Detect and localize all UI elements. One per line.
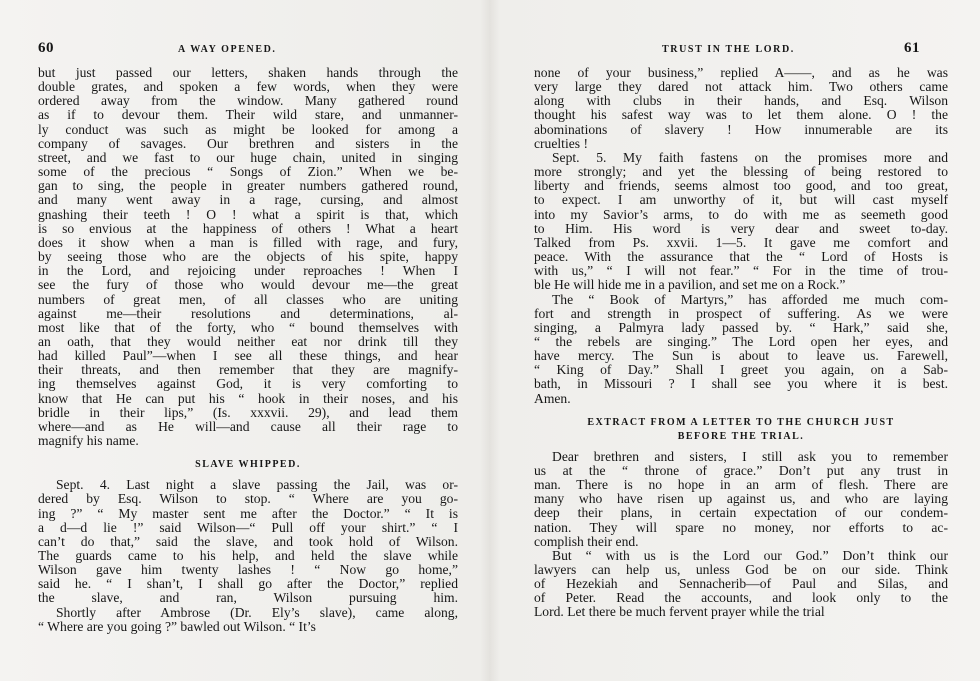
text-line: most like that of the forty, who “ bound themselves with: [38, 319, 458, 335]
section-heading: BEFORE THE TRIAL.: [677, 430, 805, 442]
text-line: an oath, that they would neither eat nor drink till they: [38, 333, 458, 349]
section-heading: SLAVE WHIPPED.: [195, 459, 301, 471]
text-line: dered by Esq. Wilson to stop. “ Where are you go-: [38, 491, 458, 507]
text-line: more strongly; and yet the blessing of being restored to: [534, 164, 948, 180]
text-line: liberty and friends, seems almost too good, and too great,: [534, 178, 948, 194]
text-line: “ the rebels are singing.” The Lord open her eyes, and: [534, 333, 948, 349]
text-line: does it show when a man is filled with rage, and fury,: [38, 234, 458, 250]
text-line: against me—their resolutions and determinations, al-: [38, 305, 458, 321]
text-line: and many went away in a rage, cursing, and almost: [38, 192, 458, 208]
text-line: to expect. I am unworthy of it, but will cast myself: [534, 192, 948, 208]
running-head: TRUST IN THE LORD.: [662, 44, 795, 55]
text-line: The guards came to his help, and held the slave while: [38, 548, 458, 563]
text-line: of Hezekiah and Sennacherib—of Paul and Silas, and: [534, 576, 948, 592]
text-line: singing, a Palmyra lady passed by. “ Hark,” said she,: [534, 319, 948, 335]
text-line: Talked from Ps. xxvii. 1—5. It gave me comfort and: [534, 234, 948, 250]
text-line: Dear brethren and sisters, I still ask you to remember: [552, 448, 948, 464]
text-line: very large they dared not attack him. Two others came: [534, 79, 948, 95]
paragraph: [38, 478, 458, 634]
text-line: cruelties !: [534, 135, 588, 151]
paragraph: [534, 66, 948, 151]
left-column: [38, 66, 458, 634]
paragraph: [534, 151, 948, 293]
text-line: “ Where are you going ?” bawled out Wilson. “ It’s: [38, 618, 316, 634]
text-line: ordered away from the window. Many gathered round: [38, 93, 458, 109]
text-line: abominations of slavery ! How innumerable are its: [534, 121, 948, 137]
text-line: can’t do that,” said the slave, and took hold of Wilson.: [38, 533, 458, 549]
text-line: had killed Paul”—when I see all these things, and hear: [38, 348, 458, 364]
paragraph: [534, 293, 948, 406]
text-line: “ King of Day.” Shall I greet you again, on a Sab-: [534, 362, 948, 378]
text-line: none of your business,” replied A——, and as he was: [534, 65, 948, 80]
text-line: Sept. 4. Last night a slave passing the Jail, was or-: [56, 477, 458, 493]
text-line: gnashing their teeth ! O ! what a spirit is that, which: [38, 206, 458, 222]
text-line: their threats, and then remember that they are magnify-: [38, 362, 458, 378]
paragraph: [534, 450, 948, 549]
text-line: thought his safest way was to let them alone. O ! the: [534, 107, 948, 123]
text-line: fort and strength in prospect of suffering. As we were: [534, 305, 948, 321]
text-line: is so envious at the happiness of others ! What a heart: [38, 220, 458, 236]
text-line: ing ?” “ My master sent me after the Doctor.” “ It is: [38, 505, 458, 521]
right-page: [490, 0, 980, 681]
text-line: deep their plans, in certain expectation of our condem-: [534, 505, 948, 521]
text-line: company of savages. Our brethren and sisters in the: [38, 135, 458, 151]
text-line: Wilson gave him twenty lashes ! “ Now go home,”: [38, 562, 458, 578]
text-line: ly conduct was such as might be looked for among a: [38, 121, 458, 137]
text-line: complish their end.: [534, 533, 639, 549]
text-line: Sept. 5. My faith fastens on the promises more and: [552, 149, 948, 165]
text-line: numbers of great men, of all classes who are uniting: [38, 291, 458, 307]
text-line: have mercy. The Sun is about to leave us. Farewell,: [534, 348, 948, 364]
text-line: But “ with us is the Lord our God.” Don’t think our: [552, 547, 948, 563]
text-line: lawyers can help us, unless God be on our side. Think: [534, 562, 948, 577]
text-line: peace. With the assurance that the “ Lord of Hosts is: [534, 249, 948, 265]
text-line: ing themselves against God, it is very comforting to: [38, 376, 458, 392]
text-line: to Him. His word is very dear and sweet to-day.: [534, 220, 948, 236]
text-line: see the fury of those who would devour me—the great: [38, 277, 458, 293]
text-line: street, and we fast to our huge chain, united in singing: [38, 149, 458, 165]
text-line: bridle in their lips,” (Is. xxxvii. 29), and lead them: [38, 404, 458, 420]
text-line: know that He can put his “ hook in their noses, and his: [38, 390, 458, 406]
text-line: with us,” “ I will not fear.” “ For in the time of trou-: [534, 263, 948, 279]
text-line: where—and as He will—and cause all their rage to: [38, 418, 458, 434]
text-line: The “ Book of Martyrs,” has afforded me much com-: [552, 291, 948, 307]
text-line: into my Savior’s arms, to do with me as seemeth good: [534, 206, 948, 222]
text-line: as if to devour them. Their wild stare, and unmanner-: [38, 107, 458, 123]
text-line: the slave, and ran, Wilson pursuing him.: [38, 590, 458, 606]
page-number: 61: [904, 40, 920, 56]
text-line: bath, in Missouri ? I shall see you where it is best.: [534, 376, 948, 392]
paragraph: [38, 66, 458, 448]
text-line: said he. “ I shan’t, I shall go after the Doctor,” replied: [38, 576, 458, 592]
text-line: gan to sing, the people in greater numbers gathered round,: [38, 178, 458, 194]
running-head: A WAY OPENED.: [178, 44, 277, 55]
page-number: 60: [38, 40, 54, 56]
text-line: of Peter. Read the accounts, and look only to the: [534, 590, 948, 606]
text-line: Amen.: [534, 390, 571, 406]
text-line: some of the precious “ Songs of Zion.” When we be-: [38, 164, 458, 180]
section-heading: EXTRACT FROM A LETTER TO THE CHURCH JUST: [587, 416, 895, 428]
text-line: many who have risen up against us, and who are laying: [534, 491, 948, 507]
text-line: by seeing those who are the objects of his spite, happy: [38, 249, 458, 265]
text-line: ble He will hide me in a pavilion, and set me on a Rock.”: [534, 277, 846, 293]
text-line: magnify his name.: [38, 433, 139, 449]
text-line: double grates, and spoken a few words, when they were: [38, 79, 458, 95]
text-line: in the Lord, and rejoicing under reproaches ! When I: [38, 263, 458, 279]
text-line: but just passed our letters, shaken hands through the: [38, 65, 458, 80]
right-column: [534, 66, 948, 620]
paragraph: [534, 549, 948, 620]
text-line: Shortly after Ambrose (Dr. Ely’s slave), came along,: [56, 604, 458, 620]
text-line: man. There is no hope in an arm of flesh. There are: [534, 477, 948, 493]
text-line: Lord. Let there be much fervent prayer while the trial: [534, 604, 825, 620]
text-line: us at the “ throne of grace.” Don’t put any trust in: [534, 462, 948, 478]
text-line: along with clubs in their hands, and Esq. Wilson: [534, 93, 948, 109]
text-line: nation. They will spare no money, nor efforts to ac-: [534, 519, 948, 535]
text-line: a d—d lie !” said Wilson—“ Pull off your shirt.” “ I: [38, 519, 458, 535]
